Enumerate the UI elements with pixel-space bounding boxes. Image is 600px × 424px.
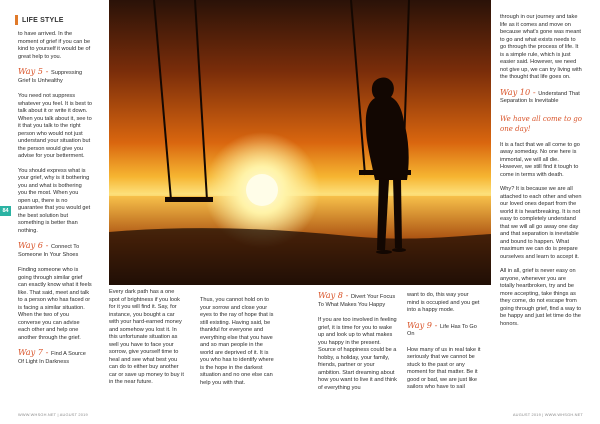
- way-10-heading: [500, 86, 582, 106]
- way-number: Way 5 -: [18, 66, 51, 76]
- column-5: [407, 292, 481, 399]
- section-header: [15, 14, 64, 26]
- way-title: Divert Your Focus To What Makes You Happy: [318, 294, 396, 308]
- footer-left: WWW.WHSGH.NET | AUGUST 2019: [18, 412, 88, 417]
- footer-right: AUGUST 2019 | WWW.WHSGH.NET: [512, 412, 583, 417]
- way-title: Find A Source Of Light In Darkness: [18, 351, 86, 365]
- section-title: LIFE STYLE: [22, 16, 64, 24]
- paragraph: Thus, you cannot hold on to your sorrow and close your eyes to the ray of hope that is still existing. Having said, be thankful for everyone and everything else that you have and so man people in the world are deprived of it. It is you who has to identify where is the hope in the darkest situation and no one else can help you with that.: [200, 297, 274, 386]
- highlight-quote: We have all come to go one day!: [500, 114, 582, 133]
- way-number: Way 6 -: [18, 240, 51, 250]
- paragraph: How many of us in real take it seriously that we cannot be stuck to the past or any moment for that matter. Be it good or bad, we are just like sailors who have to sail: [407, 346, 481, 390]
- header-accent-bar: [15, 15, 18, 25]
- column-3: [200, 297, 274, 394]
- way-8-heading: [318, 292, 398, 309]
- paragraph: It is a fact that we all come to go away someday. No one here is immortal, we will all die. However, we still find it tough to come in terms with death.: [500, 141, 580, 178]
- sunset-swing-photo: [109, 0, 491, 285]
- way-title: Connect To Someone In Your Shoes: [18, 244, 80, 258]
- paragraph: through in our journey and take life as it comes and move on because what's gone was meant to go and what exists needs to go through the process of life. It is a simple rule, which is just easier said. However, we need not give up, we can try living with the thought that life goes on.: [500, 14, 582, 80]
- way-number: Way 8 -: [318, 290, 351, 300]
- paragraph: to have arrived. In the moment of grief if you can be kind to yourself it would be of great help to you.: [18, 31, 91, 60]
- paragraph: You should express what is your grief, why is it bothering you and what is bothering you the most. When you open up, there is no guarantee that you would get the best solution but something is better than nothing.: [18, 167, 91, 234]
- way-title: Understand That Separation Is Inevitable: [500, 90, 580, 104]
- way-5-heading: [18, 68, 92, 85]
- page-number-badge: 84: [0, 206, 11, 216]
- photo-illustration: [109, 0, 491, 285]
- way-title: Suppressing Grief Is Unhealthy: [18, 70, 83, 84]
- column-6: [500, 14, 582, 335]
- paragraph: Why? It is because we are all attached to each other and when our loved ones depart from the world it is heartbreaking. It is not easy to completely understand that we will all go away one day and that separation is inevitable and bound to happen. What maximum we can do is prepare ourselves and learn to accept it.: [500, 186, 582, 260]
- way-number: Way 10 -: [500, 86, 539, 97]
- column-4: [318, 292, 398, 399]
- paragraph: Finding someone who is going through similar grief can exactly know what it feels like. That said, meet and talk to a person who has faced or is facing a similar situation. When the two of you converse you can advise each other and help one another through the grief.: [18, 267, 92, 341]
- way-title: Life Has To Go On: [407, 323, 477, 337]
- column-2: [109, 289, 186, 394]
- paragraph: Every dark path has a one spot of brightness if you look for it you will find it. Say, for instance, you bought a car with your hard-earned money and somehow you lost it. In this unfortunate situation as well you have to face your sorrow, give yourself time to heal and see what best you can do to either buy another car or save up money to buy it in the near future.: [109, 289, 184, 385]
- paragraph: All in all, grief is never easy on anyone, whenever you are totally heartbroken, try and be more accepting, take things as they come, do not escape from going through grief, find a way to be happy and just let time do the honors.: [500, 268, 582, 327]
- paragraph: want to do, this way your mind is occupied and you get into a happy mode.: [407, 292, 480, 313]
- paragraph: If you are too involved in feeling grief, it is time for you to wake up and look up to what makes you happy in the present. Source of happiness could be a hobby, a holiday, your family, friends, partner or your ambition. Start dreaming about how you want to live it and think of everything you: [318, 317, 397, 391]
- way-number: Way 9 -: [407, 319, 440, 330]
- way-number: Way 7 -: [18, 347, 51, 357]
- way-6-heading: [18, 242, 92, 259]
- column-1: [18, 31, 92, 374]
- paragraph: You need not suppress whatever you feel. It is best to talk about it or write it down. When you talk about it, see to it that you talk to the right person who would not just understand your situation but the person would give you advise for your betterment.: [18, 93, 92, 159]
- way-7-heading: [18, 349, 92, 366]
- way-9-heading: [407, 319, 481, 339]
